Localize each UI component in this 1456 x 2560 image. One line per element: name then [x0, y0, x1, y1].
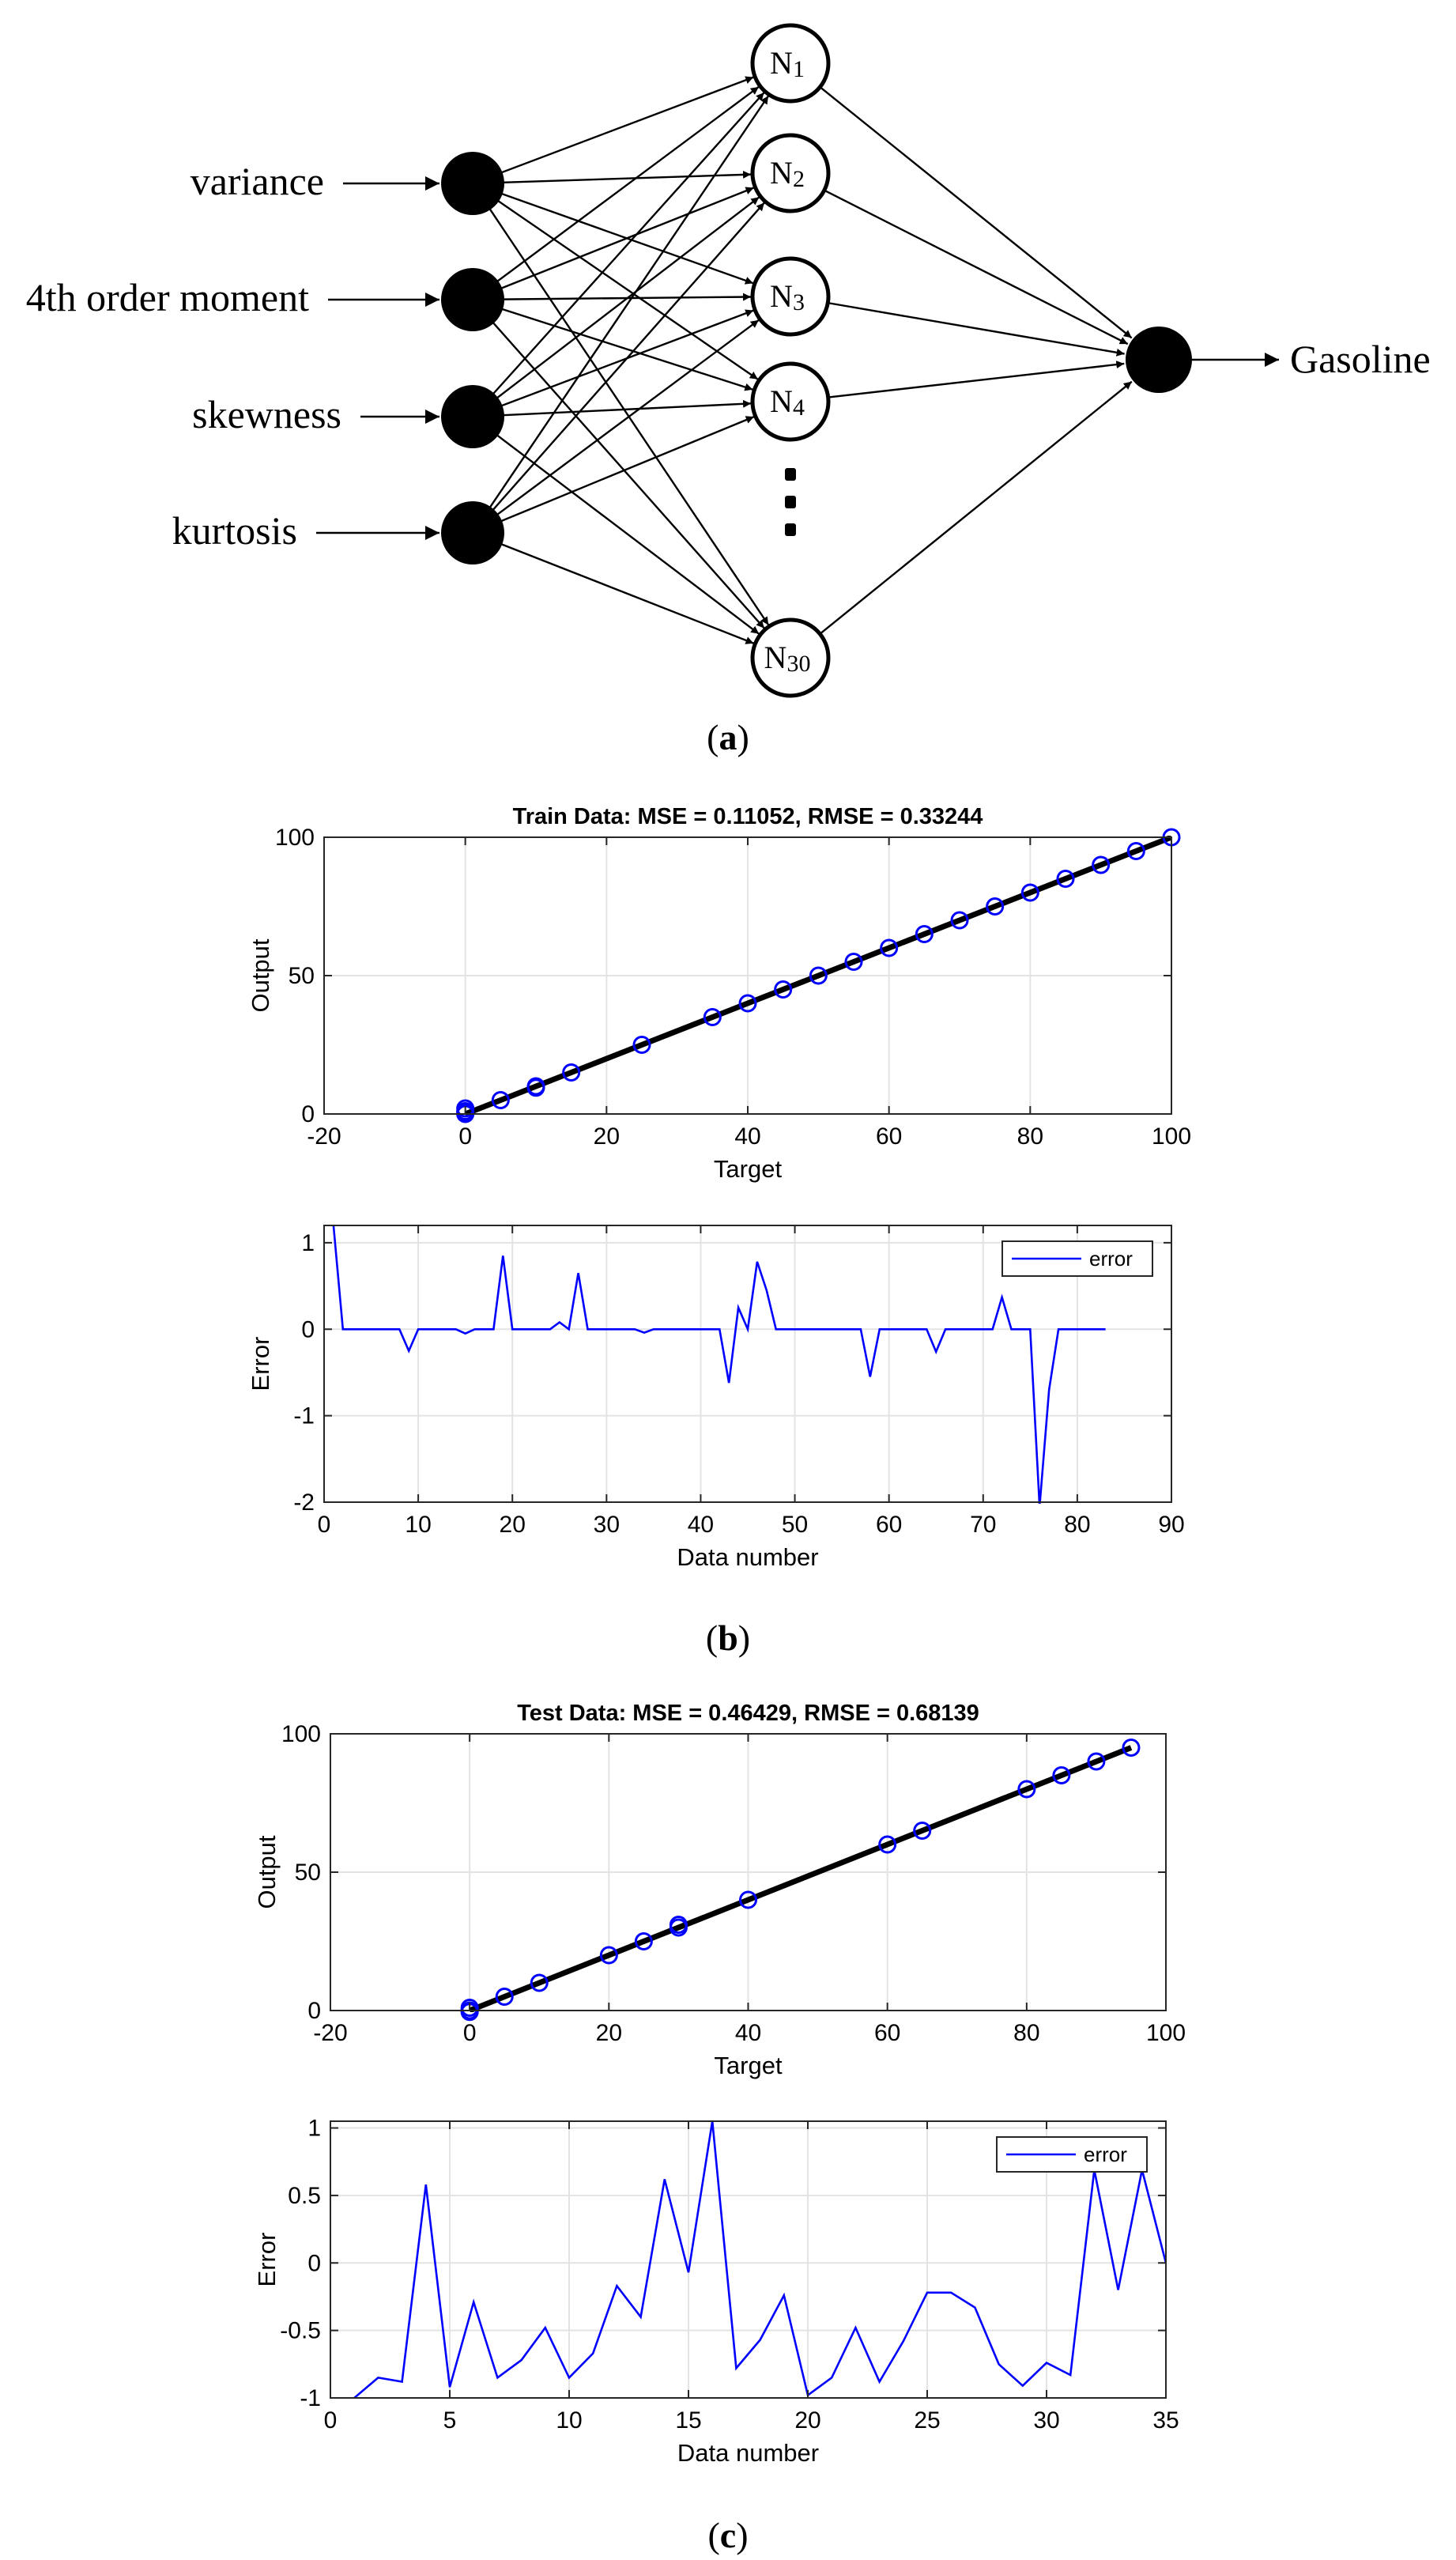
input-node-4	[441, 501, 504, 564]
x-tick-label: 60	[875, 1512, 903, 1538]
y-axis-label: Error	[247, 1336, 274, 1391]
legend-label: error	[1084, 2143, 1127, 2166]
output-label: Gasoline	[1290, 337, 1431, 381]
hidden-node-index: 1	[792, 56, 805, 82]
x-axis-label: Data number	[677, 1543, 819, 1571]
ellipsis-dot	[785, 523, 796, 536]
hidden-node-letter: N	[770, 155, 793, 191]
caption-c-letter: c	[719, 2515, 737, 2555]
caption-b: (b)	[705, 1618, 751, 1658]
y-tick-label: -1	[300, 2385, 321, 2411]
edge-input-4-to-hidden-4	[500, 417, 754, 521]
x-tick-label: 15	[675, 2407, 702, 2434]
x-tick-label: 30	[1033, 2407, 1060, 2434]
input-node-1	[441, 152, 504, 215]
y-tick-label: -1	[293, 1403, 315, 1429]
edge-input-2-to-hidden-2	[500, 187, 753, 288]
y-tick-label: 0	[301, 1316, 315, 1343]
x-tick-label: 10	[556, 2407, 583, 2434]
x-tick-label: 40	[734, 2020, 762, 2046]
x-tick-label: 20	[593, 1123, 620, 1150]
y-tick-label: 50	[294, 1860, 321, 1886]
input-node-2	[441, 268, 504, 331]
y-tick-label: 0.5	[288, 2182, 321, 2209]
ellipsis-dot	[785, 496, 796, 508]
edge-input-1-to-hidden-1	[501, 77, 754, 173]
y-axis-label: Output	[253, 1835, 281, 1909]
x-tick-label: 100	[1151, 1123, 1192, 1150]
y-tick-label: 0	[307, 2250, 321, 2277]
hidden-node-letter: N	[770, 383, 793, 419]
y-tick-label: 50	[288, 963, 315, 989]
x-tick-label: 70	[970, 1512, 997, 1538]
x-tick-label: 80	[1017, 1123, 1044, 1150]
input-label-2: 4th order moment	[25, 275, 309, 319]
x-tick-label: 0	[462, 2020, 477, 2046]
x-tick-label: 35	[1152, 2407, 1179, 2434]
y-axis-label: Output	[247, 938, 274, 1013]
x-tick-label: -20	[313, 2020, 348, 2046]
test-regression-chart	[253, 1701, 1186, 2079]
input-node-3	[441, 385, 504, 448]
y-tick-label: 0	[301, 1101, 315, 1127]
edge-input-2-to-hidden-5	[492, 322, 764, 628]
hidden-node-index: 2	[792, 166, 805, 192]
x-axis-label: Data number	[677, 2439, 820, 2467]
y-tick-label: 100	[281, 1721, 321, 1747]
x-tick-label: 80	[1064, 1512, 1091, 1538]
caption-a: (a)	[707, 717, 749, 757]
hidden-node-letter: N	[764, 640, 787, 675]
x-tick-label: 50	[781, 1512, 809, 1538]
chart-title: Test Data: MSE = 0.46429, RMSE = 0.68139	[517, 1701, 979, 1726]
x-tick-label: 80	[1013, 2020, 1040, 2046]
x-tick-label: 20	[595, 2020, 623, 2046]
y-tick-label: -0.5	[280, 2317, 321, 2344]
x-tick-label: 10	[405, 1512, 432, 1538]
caption-c: (c)	[707, 2515, 749, 2555]
y-axis-label: Error	[253, 2232, 281, 2287]
x-tick-label: 30	[593, 1512, 620, 1538]
hidden-node-index: 4	[792, 395, 805, 421]
x-tick-label: 0	[458, 1123, 473, 1150]
chart-title: Train Data: MSE = 0.11052, RMSE = 0.33244	[512, 804, 983, 829]
y-tick-label: 1	[307, 2115, 321, 2142]
edge-hidden-3-to-output	[828, 303, 1124, 353]
x-tick-label: 100	[1145, 2020, 1186, 2046]
caption-b-letter: b	[718, 1618, 738, 1658]
x-tick-label: 20	[794, 2407, 821, 2434]
hidden-node-index: 3	[792, 289, 805, 315]
x-tick-label: 90	[1158, 1512, 1185, 1538]
train-error-chart	[247, 1225, 1185, 1571]
network-diagram	[26, 25, 1431, 696]
edge-input-4-to-hidden-5	[500, 544, 753, 644]
ellipsis-dot	[785, 468, 796, 481]
y-tick-label: -2	[293, 1490, 315, 1516]
x-tick-label: 5	[443, 2407, 457, 2434]
x-tick-label: 40	[687, 1512, 715, 1538]
y-tick-label: 0	[307, 1998, 321, 2024]
edge-hidden-4-to-output	[828, 364, 1125, 398]
input-label-1: variance	[190, 159, 324, 203]
legend-label: error	[1089, 1247, 1133, 1271]
x-tick-label: 25	[914, 2407, 941, 2434]
train-regression-chart	[247, 804, 1191, 1183]
caption-a-letter: a	[719, 717, 737, 757]
x-tick-label: 60	[873, 2020, 901, 2046]
x-axis-label: Target	[713, 1155, 783, 1183]
hidden-node-letter: N	[770, 278, 793, 314]
y-tick-label: 1	[301, 1229, 315, 1256]
x-tick-label: -20	[307, 1123, 341, 1150]
edge-input-3-to-hidden-5	[496, 435, 759, 634]
x-tick-label: 0	[317, 1512, 331, 1538]
input-label-4: kurtosis	[172, 508, 297, 553]
x-tick-label: 20	[499, 1512, 526, 1538]
input-label-3: skewness	[192, 392, 341, 436]
edge-hidden-5-to-output	[820, 382, 1131, 634]
network-labels	[26, 159, 1431, 553]
x-tick-label: 0	[323, 2407, 338, 2434]
y-tick-label: 100	[274, 825, 315, 851]
edge-input-4-to-hidden-1	[489, 96, 768, 508]
hidden-node-letter: N	[770, 45, 793, 81]
hidden-node-index: 30	[786, 651, 811, 677]
test-error-chart	[253, 2116, 1179, 2467]
x-tick-label: 60	[875, 1123, 903, 1150]
network-nodes	[441, 25, 1192, 696]
x-tick-label: 40	[734, 1123, 761, 1150]
x-axis-label: Target	[714, 2052, 783, 2079]
output-node	[1126, 327, 1192, 393]
